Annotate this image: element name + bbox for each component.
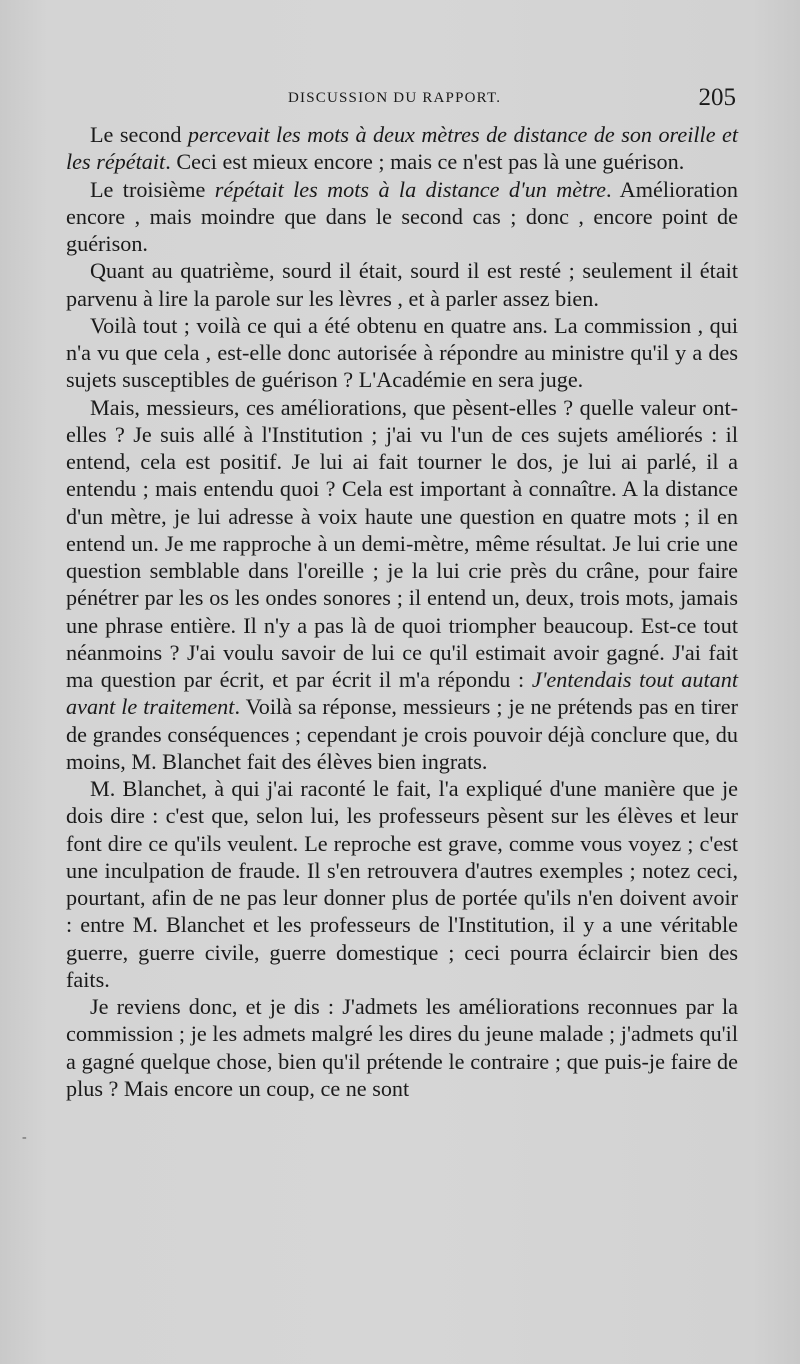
body-text: [66, 121, 738, 1102]
text-run: M. Blanchet, à qui j'ai raconté le fait, l'a expliqué d'une manière que je dois dire : c'est que, selon lui, les professeurs pèsent sur les élèves et leur font dire ce qu'ils veulent. Le reproche est grave, comme vous voyez ; c'est une inculpation de fraude. Il s'en retrouvera d'autres exemples ; notez ceci, pourtant, afin de ne pas leur donner plus de portée qu'ils n'en doivent avoir : entre M. Blanchet et les professeurs de l'Institution, il y a une véritable guerre, guerre civile, guerre domestique ; ceci pourra éclaircir bien des faits.: [66, 776, 738, 992]
text-run: Mais, messieurs, ces améliorations, que pèsent-elles ? quelle valeur ont-elles ? Je suis allé à l'Institution ; j'ai vu l'un de ces sujets améliorés : il entend, cela est positif. Je lui ai fait tourner le dos, je lui ai parlé, il a entendu ; mais entendu quoi ? Cela est important à connaître. A la distance d'un mètre, je lui adresse à voix haute une question en quatre mots ; il en entend un. Je me rapproche à un demi-mètre, même résultat. Je lui crie une question semblable dans l'oreille ; je la lui crie près du crâne, pour faire pénétrer par les os les ondes sonores ; il entend un, deux, trois mots, jamais une phrase entière. Il n'y a pas là de quoi triompher beaucoup. Est-ce tout néanmoins ? J'ai voulu savoir de lui ce qu'il estimait avoir gagné. J'ai fait ma question par écrit, et par écrit il m'a répondu :: [66, 394, 738, 692]
text-run: Le second: [90, 122, 188, 147]
paragraph-7: [66, 993, 738, 1102]
text-run: . Voilà sa réponse, messieurs ; je ne prétends pas en tirer de grandes conséquences ; cependant je crois pouvoir déjà conclure que, du moins, M. Blanchet fait des élèves bien ingrats.: [66, 694, 738, 774]
text-run: . Amélioration encore , mais moindre que dans le second cas ; donc , encore point de guérison.: [66, 176, 738, 256]
paragraph-1: [66, 121, 738, 176]
paragraph-2: [66, 176, 738, 258]
text-run: Quant au quatrième, sourd il était, sourd il est resté ; seulement il était parvenu à lire la parole sur les lèvres , et à parler assez bien.: [66, 258, 738, 311]
paragraph-4: [66, 312, 738, 394]
paragraph-6: [66, 775, 738, 993]
italic-run: répétait les mots à la distance d'un mètre: [214, 176, 606, 202]
running-head: DISCUSSION DU RAPPORT.: [288, 90, 502, 106]
page-number: 205: [698, 84, 736, 111]
text-run: . Ceci est mieux encore ; mais ce n'est pas là une guérison.: [165, 149, 685, 175]
paragraph-5: [66, 394, 738, 776]
paragraph-3: [66, 257, 738, 312]
page-header: [66, 84, 738, 114]
text-run: Je reviens donc, et je dis : J'admets les améliorations reconnues par la commission ; je les admets malgré les dires du jeune malade ; j'admets qu'il a gagné quelque chose, bien qu'il prétende le contraire ; que puis-je faire de plus ? Mais encore un coup, ce ne sont: [66, 994, 738, 1101]
italic-run: J'entendais tout autant avant le traitement: [66, 667, 738, 720]
margin-mark: -: [22, 1130, 27, 1145]
italic-run: percevait les mots à deux mètres de distance de son oreille et les répétait: [66, 122, 739, 175]
text-run: Le troisième: [90, 176, 215, 202]
text-run: Voilà tout ; voilà ce qui a été obtenu en quatre ans. La commission , qui n'a vu que cela , est-elle donc autorisée à répondre au ministre qu'il y a des sujets susceptibles de guérison ? L'Académie en sera juge.: [66, 312, 738, 393]
